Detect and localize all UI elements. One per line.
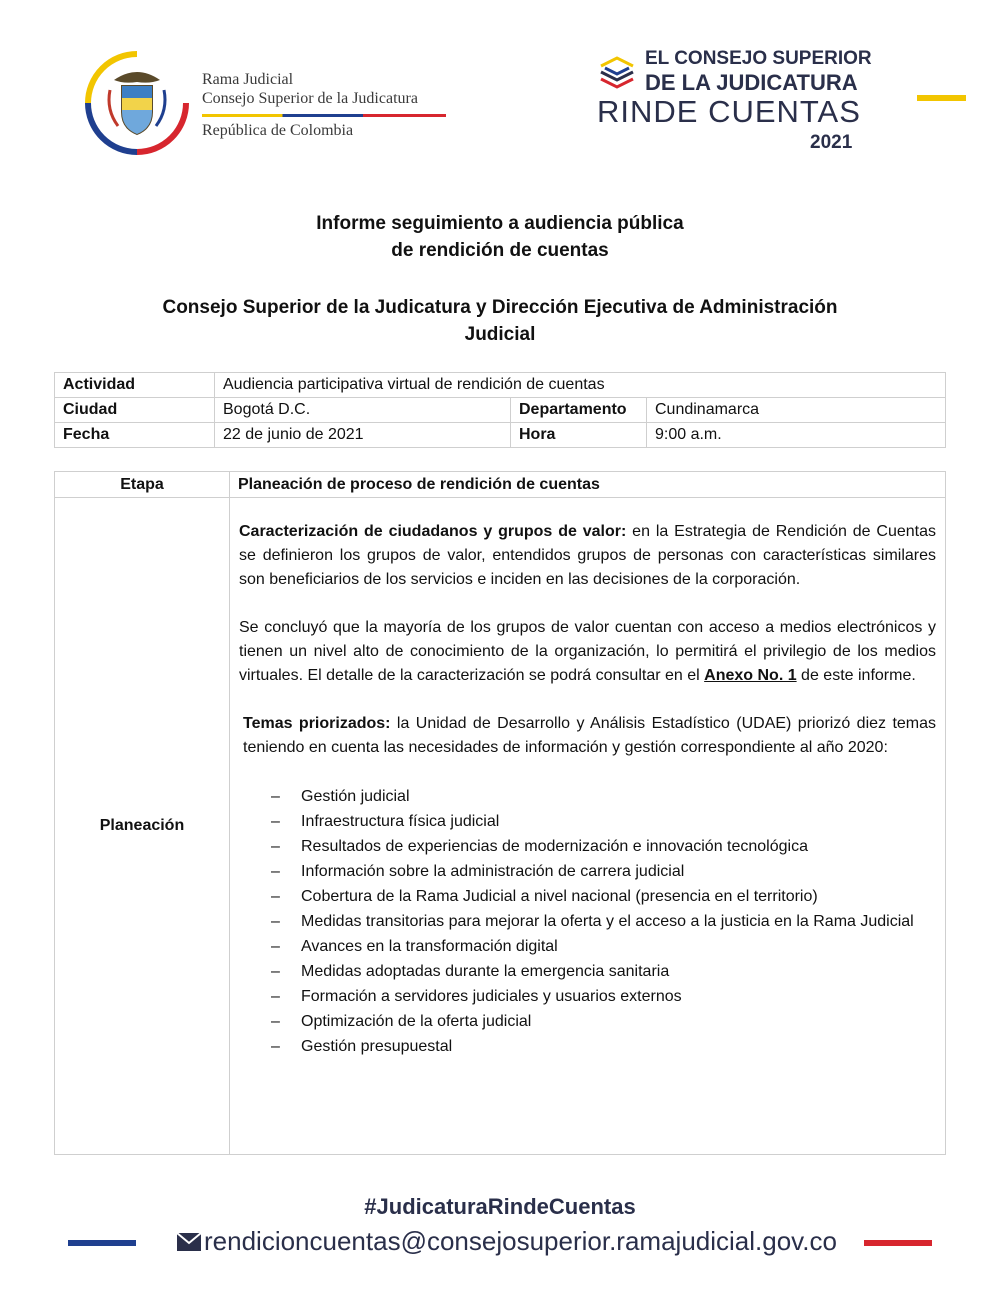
actividad-label: Actividad [55, 373, 215, 398]
org-name-line-2: Consejo Superior de la Judicatura [202, 90, 418, 107]
ciudad-value: Bogotá D.C. [215, 398, 511, 423]
blue-accent-bar [68, 1240, 136, 1246]
characterization-heading: Caracterización de ciudadanos y grupos de valor: [239, 523, 627, 540]
table-row [55, 373, 946, 398]
list-item: – Gestión judicial [271, 784, 936, 809]
contact-email-row [176, 1226, 837, 1262]
report-title-line-2: de rendición de cuentas [391, 240, 609, 261]
list-item: – Gestión presupuestal [271, 1034, 936, 1059]
hora-label: Hora [511, 423, 647, 448]
tricolor-rule [202, 114, 446, 117]
conclusion-tail: de este informe. [796, 667, 916, 684]
list-item: – Optimización de la oferta judicial [271, 1009, 936, 1034]
report-subtitle [0, 294, 1000, 348]
campaign-line-3: RINDE CUENTAS [597, 94, 861, 129]
yellow-accent-bar [917, 95, 966, 101]
stacked-layers-icon [597, 52, 637, 92]
report-subtitle-line-1: Consejo Superior de la Judicatura y Dirección Ejecutiva de Administración [162, 297, 838, 318]
event-info-table [54, 372, 946, 448]
stage-name: Planeación [55, 498, 230, 1155]
themes-heading: Temas priorizados: [243, 715, 391, 732]
table-row [55, 498, 946, 1155]
report-subtitle-line-2: Judicial [464, 324, 536, 345]
list-item: – Medidas adoptadas durante la emergencia sanitaria [271, 959, 936, 984]
report-title [0, 210, 1000, 264]
table-row [55, 423, 946, 448]
departamento-value: Cundinamarca [647, 398, 946, 423]
table-header-row [55, 472, 946, 498]
list-item: – Infraestructura física judicial [271, 809, 936, 834]
campaign-line-2: DE LA JUDICATURA [645, 70, 858, 95]
characterization-text: en la Estrategia de Rendición de Cuentas se definieron los grupos de valor, entendidos grupos de personas con características similares son beneficiarios de los servicios e inciden en las decisiones de la corporación. [239, 523, 937, 588]
list-item: – Cobertura de la Rama Judicial a nivel nacional (presencia en el territorio) [271, 884, 936, 909]
contact-email[interactable]: rendicioncuentas@consejosuperior.ramajudicial.gov.co [204, 1226, 837, 1256]
topics-list [239, 784, 936, 1059]
org-name-block [202, 70, 446, 141]
report-title-line-1: Informe seguimiento a audiencia pública [316, 213, 684, 234]
hora-value: 9:00 a.m. [647, 423, 946, 448]
ciudad-label: Ciudad [55, 398, 215, 423]
planning-header: Planeación de proceso de rendición de cuentas [230, 472, 946, 498]
list-item: – Resultados de experiencias de modernización e innovación tecnológica [271, 834, 936, 859]
list-item: – Información sobre la administración de carrera judicial [271, 859, 936, 884]
list-item: – Medidas transitorias para mejorar la oferta y el acceso a la justicia en la Rama Judicial [271, 909, 936, 934]
rinde-cuentas-logo [597, 48, 887, 158]
list-item: – Avances en la transformación digital [271, 934, 936, 959]
country-name: República de Colombia [202, 122, 354, 139]
campaign-line-1: EL CONSEJO SUPERIOR [645, 48, 872, 69]
table-row [55, 398, 946, 423]
fecha-value: 22 de junio de 2021 [215, 423, 511, 448]
campaign-year: 2021 [810, 132, 853, 153]
coat-of-arms-icon [84, 50, 190, 156]
fecha-label: Fecha [55, 423, 215, 448]
envelope-icon [176, 1232, 202, 1252]
stage-content [230, 498, 946, 1155]
list-item: – Formación a servidores judiciales y usuarios externos [271, 984, 936, 1009]
actividad-value: Audiencia participativa virtual de rendición de cuentas [215, 373, 946, 398]
campaign-hashtag: #JudicaturaRindeCuentas [364, 1194, 636, 1219]
rama-judicial-logo [84, 50, 464, 160]
stage-table [54, 471, 946, 1155]
characterization-paragraph [239, 520, 936, 592]
conclusion-paragraph [239, 616, 936, 688]
etapa-header: Etapa [55, 472, 230, 498]
conclusion-text: Se concluyó que la mayoría de los grupos de valor cuentan con acceso a medios electrónicos y tienen un nivel alto de conocimiento de la organización, lo permitirá el privilegio de los medios virtuales. El detalle de la caracterización se podrá consultar en el [239, 619, 936, 684]
annex-link[interactable]: Anexo No. 1 [704, 667, 797, 684]
themes-text: la Unidad de Desarrollo y Análisis Estadístico (UDAE) priorizó diez temas teniendo en cuenta las necesidades de información y gestión correspondiente al año 2020: [243, 715, 937, 756]
org-name-line-1: Rama Judicial [202, 71, 294, 88]
red-accent-bar [864, 1240, 932, 1246]
departamento-label: Departamento [511, 398, 647, 423]
themes-paragraph [239, 712, 936, 760]
